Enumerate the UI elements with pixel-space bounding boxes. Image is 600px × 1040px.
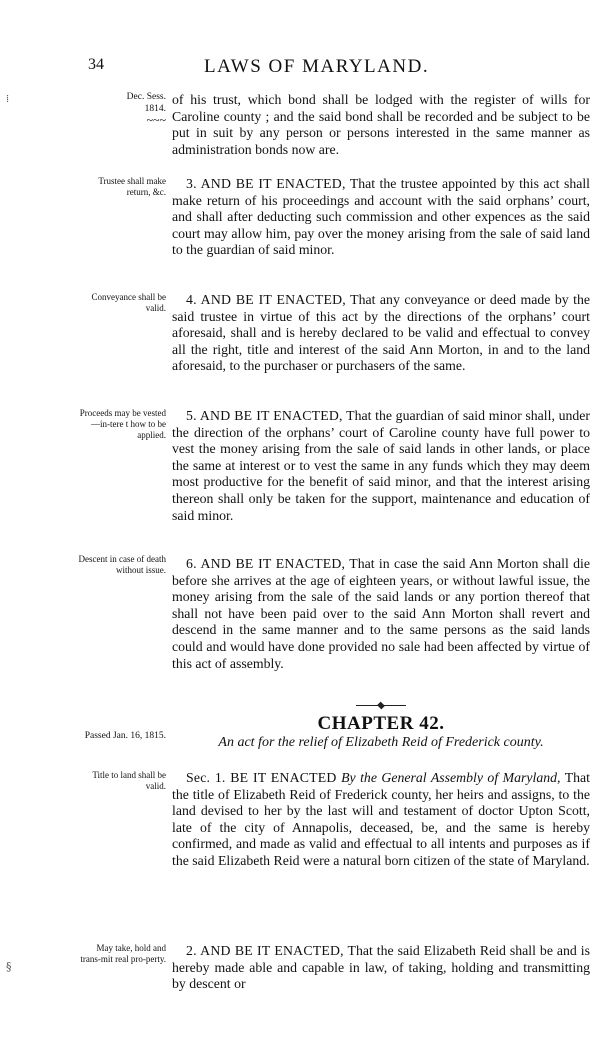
session-year: 1814. xyxy=(144,103,166,114)
margin-note-passed: Passed Jan. 16, 1815. xyxy=(84,731,166,741)
section-6 xyxy=(172,556,590,672)
page-header xyxy=(86,56,586,80)
flourish-ornament: ~~~ xyxy=(146,113,166,127)
paragraph-intro: of his trust, which bond shall be lodged with the register of wills for Caroline county ; and the said bond shall be recorded and be subject to be put in suit by any person or persons interested in the same manner as administration bonds now are. xyxy=(172,92,590,157)
margin-note-proceeds: Proceeds may be vested—in-tere t how to be applied. xyxy=(79,408,166,440)
running-title: LAWS OF MARYLAND. xyxy=(204,56,430,77)
margin-note-descent: Descent in case of death without issue. xyxy=(78,554,166,575)
section-6-heading: 6. AND BE IT ENACTED, xyxy=(186,556,346,571)
section-4-body: That any conveyance or deed made by the said trustee in virtue of this act by the directions of the orphans’ court aforesaid, shall and is hereby declared to be valid and effectual to convey all the right, title and interest of the said Ann Morton, in and to the land aforesaid, to the purchaser or purchasers of the same. xyxy=(172,292,590,374)
margin-note-trustee: Trustee shall make return, &c. xyxy=(98,176,166,197)
session-label: Dec. Sess. xyxy=(126,92,166,102)
edge-mark: ⁞ xyxy=(6,92,10,105)
chapter-title: An act for the relief of Elizabeth Reid of Frederick county. xyxy=(218,735,544,750)
section-3-heading: 3. AND BE IT ENACTED, xyxy=(186,176,346,191)
section-4 xyxy=(172,292,590,375)
chapter-section-1-body: That the title of Elizabeth Reid of Frederick county, her heirs and assigns, to the land devised to her by the last will and testament of doctor Upton Scott, late of the city of Annapolis, deceased, be, and the same is hereby confirmed, and made as valid and effectual to all intents and purposes as if the said Elizabeth Reid were a natural born citizen of the state of Maryland. xyxy=(172,770,591,868)
section-5-heading: 5. AND BE IT ENACTED, xyxy=(186,408,343,423)
section-5 xyxy=(172,408,590,524)
section-4-heading: 4. AND BE IT ENACTED, xyxy=(186,292,346,307)
chapter-section-2-body: That the said Elizabeth Reid shall be and is hereby made able and capable in law, of taking, holding and transmitting by descent or xyxy=(172,943,591,992)
section-3-body: That the trustee appointed by this act shall make return of his proceedings and account with the said orphans’ court, and shall after deducting such commission and other expences as the said court may allow him, pay over the money arising from the sale of said land to the guardian of said minor. xyxy=(172,176,591,258)
chapter-section-1-heading: Sec. 1. BE IT ENACTED xyxy=(186,770,337,785)
chapter-heading: CHAPTER 42. xyxy=(317,713,445,734)
section-5-body: That the guardian of said minor shall, under the direction of the orphans’ court of Caroline county have full power to vest the money arising from the sale of said lands in other lands, or place the same at interest or to vest the same in any funds which they may deem most productive for the benefit of said minor, and that the interest arising thereon shall only be taken for the support, maintenance and education of said minor. xyxy=(172,408,591,523)
edge-mark: § xyxy=(6,960,12,973)
chapter-section-2-heading: 2. AND BE IT ENACTED, xyxy=(186,943,344,958)
section-3 xyxy=(172,176,590,259)
chapter-section-1-enacting: By the General Assembly of Maryland, xyxy=(341,770,561,785)
chapter-section-2 xyxy=(172,943,590,993)
page-number: 34 xyxy=(88,56,104,73)
section-6-body: That in case the said Ann Morton shall die before she arrives at the age of eighteen years, or without lawful issue, the money arising from the sale of the said lands or any portion thereof that shall not have been paid over to the said Ann Morton shall revert and descend in the same manner and to the same persons as the said lands could and would have done provided no sale had been affected by virtue of this act of assembly. xyxy=(172,556,591,671)
chapter-section-1 xyxy=(172,770,590,870)
margin-note-title-land: Title to land shall be valid. xyxy=(92,770,166,791)
section-divider xyxy=(356,705,406,707)
margin-note-may-take: May take, hold and trans-mit real pro-perty. xyxy=(80,943,166,964)
margin-note-conveyance: Conveyance shall be valid. xyxy=(91,292,166,313)
margin-note-session xyxy=(78,92,166,129)
